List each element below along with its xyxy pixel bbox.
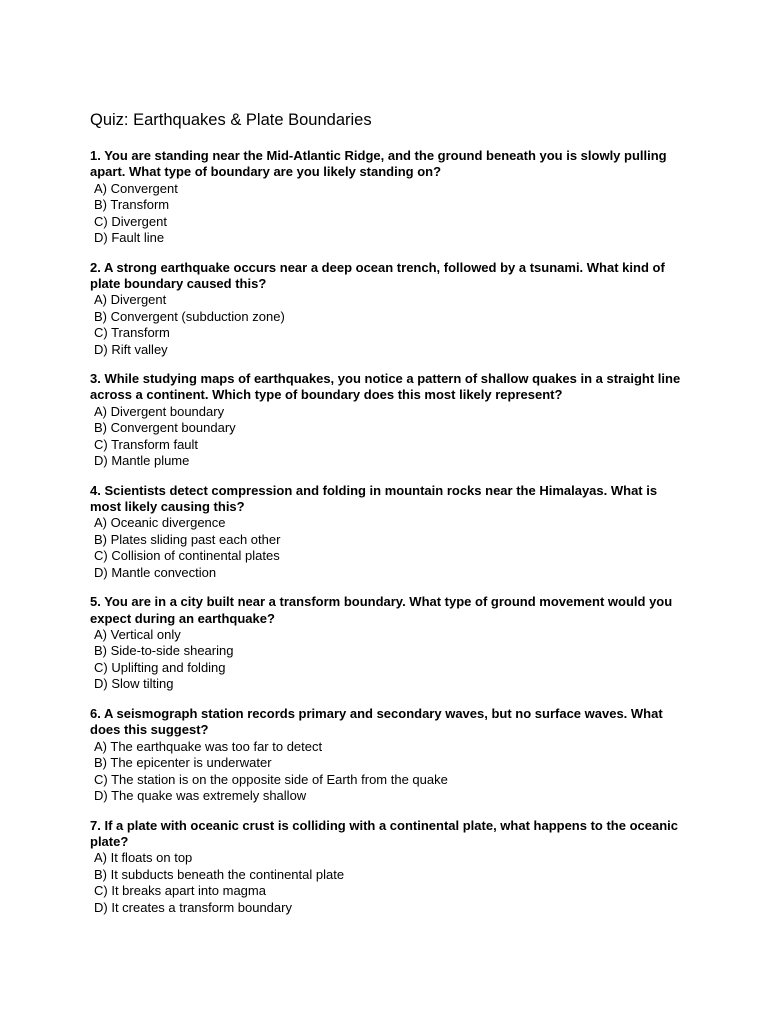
answer-option-a: A) Divergent boundary	[94, 403, 225, 419]
answer-option-a: A) It floats on top	[94, 850, 193, 866]
answer-option-c: C) Divergent	[94, 213, 167, 229]
answer-option-b: B) Convergent (subduction zone)	[94, 308, 285, 324]
question-4	[90, 483, 690, 582]
answer-option-b: B) Transform	[94, 197, 170, 213]
question-prompt: 2. A strong earthquake occurs near a deep ocean trench, followed by a tsunami. What kind of plate boundary caused this?	[90, 259, 665, 291]
answer-option-d: D) Rift valley	[94, 341, 168, 357]
answer-options	[90, 739, 690, 805]
answer-option-a: A) Oceanic divergence	[94, 515, 226, 531]
answer-options	[90, 850, 690, 916]
answer-option-c: C) Transform	[94, 325, 170, 341]
quiz-title: Quiz: Earthquakes & Plate Boundaries	[90, 111, 372, 129]
question-prompt: 7. If a plate with oceanic crust is colliding with a continental plate, what happens to the oceanic plate?	[90, 817, 678, 849]
answer-options	[90, 404, 690, 470]
question-prompt: 1. You are standing near the Mid-Atlantic Ridge, and the ground beneath you is slowly pulling apart. What type of boundary are you likely standing on?	[90, 148, 667, 180]
answer-options	[90, 181, 690, 247]
answer-option-b: B) It subducts beneath the continental plate	[94, 866, 345, 882]
answer-option-b: B) Side-to-side shearing	[94, 643, 234, 659]
question-5	[90, 594, 690, 693]
answer-option-c: C) The station is on the opposite side of Earth from the quake	[94, 771, 448, 787]
question-3	[90, 371, 690, 470]
answer-option-a: A) Convergent	[94, 180, 178, 196]
answer-option-b: B) Plates sliding past each other	[94, 531, 281, 547]
answer-option-d: D) Slow tilting	[94, 676, 174, 692]
answer-option-d: D) The quake was extremely shallow	[94, 788, 307, 804]
answer-option-d: D) Mantle convection	[94, 564, 217, 580]
question-1	[90, 148, 690, 247]
answer-option-a: A) The earthquake was too far to detect	[94, 738, 323, 754]
answer-option-d: D) Fault line	[94, 230, 165, 246]
answer-option-d: D) Mantle plume	[94, 453, 190, 469]
answer-option-a: A) Divergent	[94, 292, 167, 308]
quiz-page	[90, 110, 690, 929]
answer-option-b: B) The epicenter is underwater	[94, 755, 272, 771]
answer-option-c: C) Transform fault	[94, 436, 199, 452]
answer-option-a: A) Vertical only	[94, 626, 181, 642]
answer-option-c: C) It breaks apart into magma	[94, 883, 266, 899]
answer-option-c: C) Uplifting and folding	[94, 659, 226, 675]
answer-option-d: D) It creates a transform boundary	[94, 899, 292, 915]
question-2	[90, 260, 690, 359]
answer-option-c: C) Collision of continental plates	[94, 548, 280, 564]
answer-options	[90, 292, 690, 358]
question-prompt: 4. Scientists detect compression and folding in mountain rocks near the Himalayas. What is most likely causing this?	[90, 482, 658, 515]
question-7	[90, 818, 690, 917]
answer-options	[90, 627, 690, 693]
question-prompt: 5. You are in a city built near a transform boundary. What type of ground movement would you expect during an earthquake?	[90, 594, 673, 626]
answer-option-b: B) Convergent boundary	[94, 420, 236, 436]
question-prompt: 3. While studying maps of earthquakes, you notice a pattern of shallow quakes in a straight line across a continent. Which type of boundary does this most likely represent?	[90, 371, 681, 403]
question-6	[90, 706, 690, 805]
question-prompt: 6. A seismograph station records primary and secondary waves, but no surface waves. What does this suggest?	[90, 705, 663, 738]
answer-options	[90, 515, 690, 581]
